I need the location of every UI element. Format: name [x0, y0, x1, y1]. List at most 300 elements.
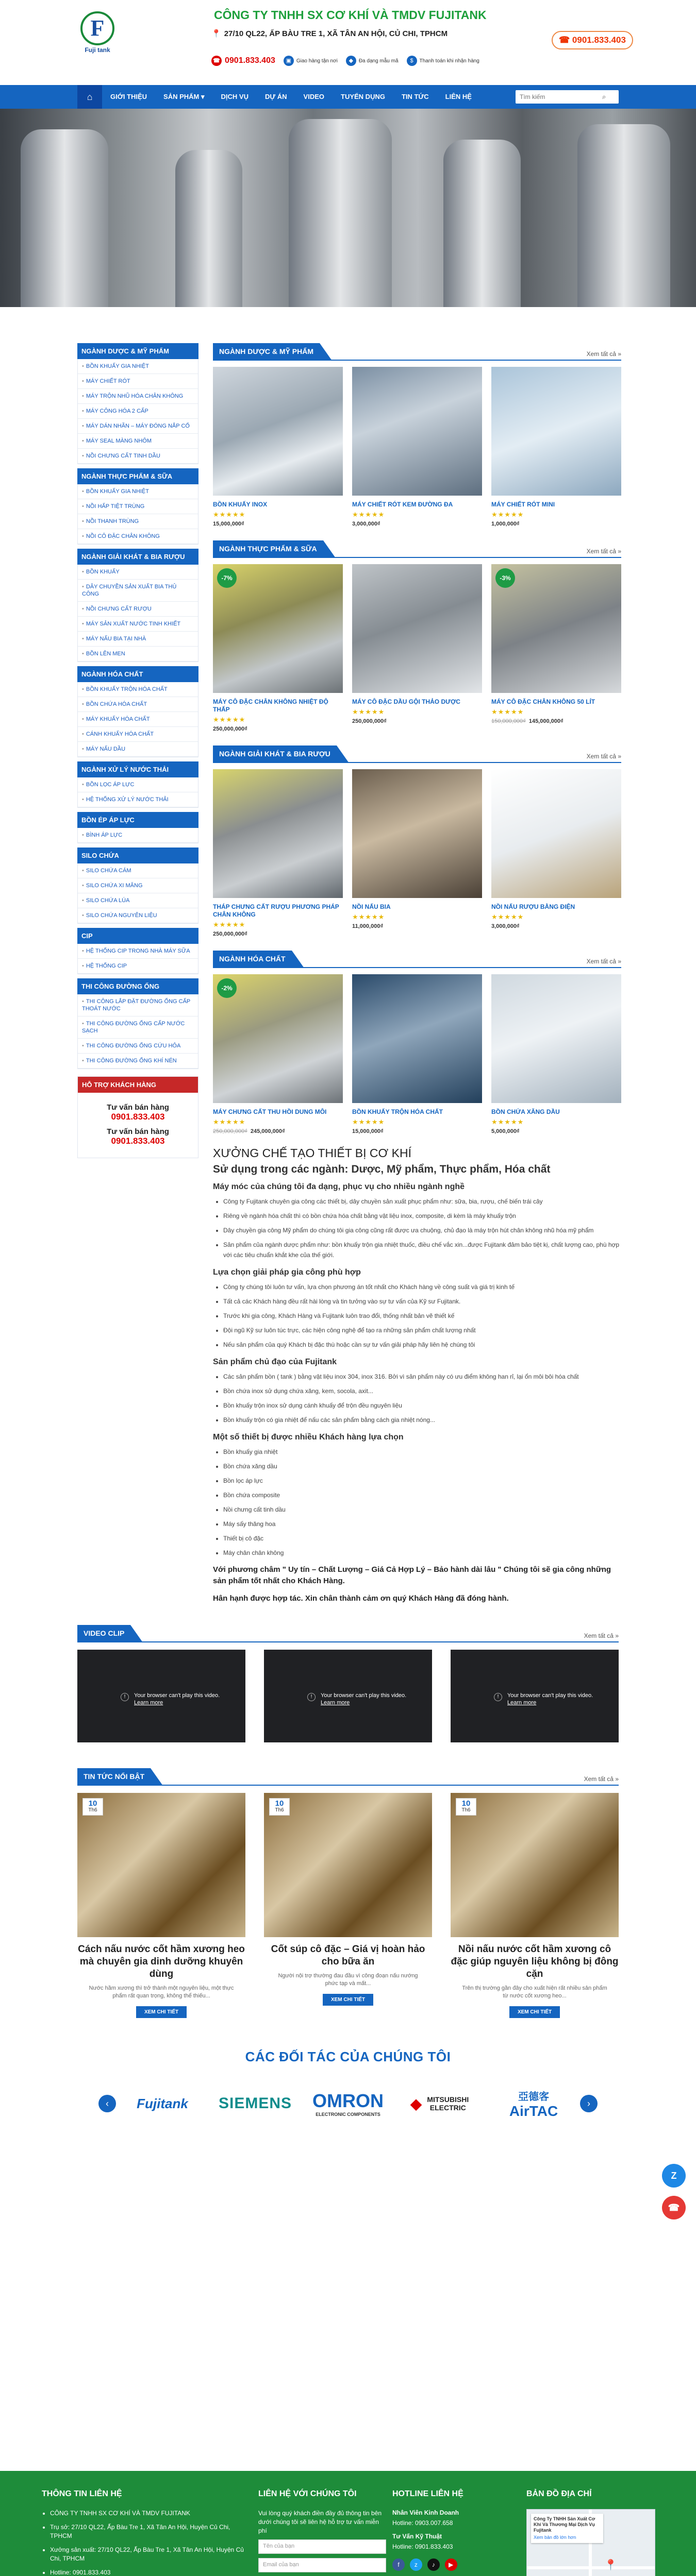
site-footer [0, 2471, 696, 2576]
sidebar-group [77, 848, 198, 924]
sidebar-list [77, 777, 198, 808]
partners-title: CÁC ĐỐI TÁC CỦA CHÚNG TÔI [245, 2049, 451, 2064]
sidebar-item[interactable]: • NỒI HẤP TIỆT TRÙNG [78, 499, 198, 514]
sidebar-list [77, 565, 198, 662]
section-header [213, 745, 621, 763]
video-error-text: Your browser can't play this video. [134, 1692, 220, 1699]
map-pin-icon: 📍 [211, 29, 221, 38]
product-price [213, 1128, 343, 1134]
sidebar-group [77, 343, 198, 464]
current-price: 1,000,000₫ [491, 521, 520, 527]
sidebar-item[interactable]: • NỒI CHƯNG CẤT TINH DẦU [78, 449, 198, 464]
sidebar-item[interactable]: • CÁNH KHUẤY HÓA CHẤT [78, 727, 198, 742]
header-phone-number: 0901.833.403 [225, 56, 275, 65]
banner-tank [175, 150, 242, 307]
sidebar-group [77, 978, 198, 1069]
sidebar-item[interactable]: • MÁY KHUẤY HÓA CHẤT [78, 712, 198, 727]
product-image[interactable] [213, 367, 343, 496]
sidebar-item[interactable]: • MÁY CÔNG HÓA 2 CẤP [78, 404, 198, 419]
logo-mark: F [80, 11, 114, 45]
youtube-icon[interactable]: ▶ [445, 2558, 457, 2571]
news-day: 10 [275, 1799, 284, 1808]
product-name[interactable]: BỒN KHUẤY INOX [213, 501, 268, 508]
read-more-button[interactable]: XEM CHI TIẾT [323, 1994, 373, 2006]
rating-stars-icon: ★★★★★ [491, 708, 524, 716]
section-title[interactable]: NGÀNH HÓA CHẤT [213, 951, 292, 967]
nav-san-pham[interactable]: SẢN PHẨM ▾ [163, 93, 205, 100]
article-list-item: • Công ty Fujitank chuyên gia công các thiết bị, dây chuyền sản xuất phục phẩm như: sữa, bia, rượu, chế biến trái cây [223, 1196, 621, 1207]
hotline-number: 0901.833.403 [572, 35, 626, 45]
news-excerpt: Nước hầm xương thì trở thành một nguyên liệu, một thực phẩm rất quan trọng, không thể thiếu... [89, 1985, 234, 1999]
sidebar-group-title[interactable]: SILO CHỨA [77, 848, 198, 863]
product-image[interactable] [491, 564, 621, 693]
sidebar-list [77, 682, 198, 757]
banner-tank [577, 124, 670, 307]
sidebar-item[interactable]: • SILO CHỨA CÁM [78, 863, 198, 878]
rating-stars-icon: ★★★★★ [352, 708, 385, 716]
article-motto: Với phương châm " Uy tín – Chất Lượng – Giá Cả Hợp Lý – Bảo hành dài lâu " Chúng tôi sẽ gia công những sản phẩm tốt nhất cho Khách Hàng. [213, 1565, 611, 1585]
footer-contact-form [255, 2489, 389, 2576]
site-logo[interactable] [77, 11, 118, 58]
product-grid [213, 974, 621, 1134]
footer-info-item: • Hotline: 0901.833.403 [50, 2568, 252, 2576]
sidebar-group-title[interactable]: NGÀNH HÓA CHẤT [77, 666, 198, 682]
article-list-item: • Nếu sản phẩm của quý Khách bị đặc thù hoặc cần sự tư vấn giải pháp hãy liên hệ chúng tôi [223, 1340, 621, 1350]
sidebar-group [77, 549, 198, 662]
sidebar-item[interactable]: • MÁY DÁN NHÃN – MÁY ĐÓNG NẮP CỔ [78, 419, 198, 434]
zalo-float-button[interactable]: Z [662, 2164, 686, 2188]
carousel-next-icon[interactable]: › [580, 2095, 598, 2112]
sidebar-list [77, 828, 198, 843]
article-list-item: • Bồn chứa xăng dầu [223, 1461, 621, 1471]
product-image[interactable] [213, 564, 343, 693]
article-list-item: • Bồn lọc áp lực [223, 1476, 621, 1486]
news-title[interactable]: Cốt súp cô đặc – Giá vị hoàn hảo cho bữa ăn [271, 1944, 425, 1967]
partner-logo-mitsubishi[interactable] [394, 2086, 487, 2122]
article-list-item: • Tất cả các Khách hàng đều rất hài lòng và tin tưởng vào sự tư vấn của Kỹ sư Fujitank. [223, 1296, 621, 1307]
phone-icon: ☎ [211, 56, 222, 66]
partner-logo-airtac[interactable] [487, 2086, 580, 2122]
view-all-link[interactable]: Xem tất cả » [586, 350, 621, 358]
news-title: TIN TỨC NỔI BẬT [77, 1768, 151, 1785]
sidebar-item[interactable]: • MÁY CHIẾT RÓT [78, 374, 198, 389]
phone-icon: ☎ [559, 35, 572, 45]
info-icon: ! [307, 1693, 316, 1701]
rating-stars-icon: ★★★★★ [352, 913, 385, 921]
banner-tank [289, 119, 392, 307]
product-name[interactable]: NỒI NẤU BIA [352, 903, 391, 910]
badge-delivery-text: Giao hàng tận nơi [296, 58, 338, 64]
rating-stars-icon: ★★★★★ [213, 716, 246, 723]
partner-name: Fujitank [137, 2095, 188, 2111]
banner-tank [21, 129, 108, 307]
sale-badge: -3% [495, 568, 515, 588]
current-price: 5,000,000₫ [491, 1128, 520, 1134]
intro-article [213, 1148, 621, 1604]
sidebar-group-title[interactable]: BỒN ÉP ÁP LỰC [77, 812, 198, 828]
footer-hotline [389, 2489, 523, 2576]
sidebar-item[interactable]: • BỒN CHỨA HÓA CHẤT [78, 697, 198, 712]
article-heading: Máy móc của chúng tôi đa dạng, phục vụ cho nhiều ngành nghề [213, 1182, 465, 1191]
partner-logo-omron[interactable] [302, 2086, 394, 2122]
video-player[interactable] [77, 1650, 245, 1742]
product-card[interactable] [352, 564, 482, 732]
product-card[interactable] [491, 769, 621, 937]
section-header [213, 343, 621, 361]
news-month: Th6 [275, 1807, 284, 1813]
logo-text: Fuji tank [85, 46, 110, 54]
partner-subtext: ELECTRONIC COMPONENTS [316, 2112, 380, 2117]
mitsubishi-diamond-icon: ◆ [410, 2095, 422, 2112]
sidebar-item[interactable]: • SILO CHỨA LÚA [78, 893, 198, 908]
old-price: 250,000,000₫ [213, 1128, 247, 1134]
footer-info-item: • Xưởng sản xuất: 27/10 QL22, Ấp Bàu Tre 1, Xã Tân An Hội, Huyện Củ Chi, TPHCM [50, 2546, 252, 2563]
sale-badge: -2% [217, 978, 237, 998]
product-card[interactable] [352, 974, 482, 1134]
footer-info-item: • CÔNG TY TNHH SX CƠ KHÍ VÀ TMDV FUJITANK [50, 2509, 252, 2518]
sidebar-item[interactable]: • MÁY SEAL MÀNG NHÔM [78, 434, 198, 449]
product-price [491, 1128, 621, 1134]
sidebar-item[interactable]: • BỒN KHUẤY GIA NHIỆT [78, 484, 198, 499]
nav-tuyen-dung[interactable]: TUYỂN DỤNG [341, 93, 385, 100]
carousel-prev-icon[interactable]: ‹ [98, 2095, 116, 2112]
sale-badge: -7% [217, 568, 237, 588]
sidebar-item[interactable]: • BỒN KHUẤY GIA NHIỆT [78, 359, 198, 374]
hero-banner [0, 109, 696, 307]
nav-gioi-thieu[interactable]: GIỚI THIỆU [110, 93, 147, 100]
partners-section [77, 2018, 619, 2122]
sidebar-item[interactable]: • SILO CHỨA XI MĂNG [78, 878, 198, 893]
product-card[interactable] [213, 974, 343, 1134]
current-price: 15,000,000₫ [213, 521, 244, 527]
current-price: 11,000,000₫ [352, 923, 384, 929]
map-info-card [531, 2514, 603, 2543]
video-player[interactable] [264, 1650, 432, 1742]
footer-heading: THÔNG TIN LIÊN HỆ [42, 2489, 122, 2498]
article-title: XƯỞNG CHẾ TẠO THIẾT BỊ CƠ KHÍ [213, 1146, 411, 1160]
sidebar-item[interactable]: • THI CÔNG ĐƯỜNG ỐNG KHÍ NÉN [78, 1054, 198, 1069]
support-number[interactable]: 0901.833.403 [111, 1112, 165, 1122]
sidebar-item[interactable]: • BÌNH ÁP LỰC [78, 828, 198, 843]
article-list-item: • Bồn chứa composite [223, 1490, 621, 1500]
news-title[interactable]: Nồi nấu nước cốt hầm xương cô đặc giúp nguyên liệu không bị đông cặn [451, 1944, 619, 1979]
product-name[interactable]: MÁY CHIẾT RÓT MINI [491, 501, 555, 508]
product-card[interactable] [213, 367, 343, 527]
news-month: Th6 [461, 1807, 471, 1813]
learn-more-link[interactable]: Learn more [134, 1700, 163, 1706]
current-price: 15,000,000₫ [352, 1128, 384, 1134]
tiktok-icon[interactable]: ♪ [427, 2558, 440, 2571]
site-header [0, 0, 696, 85]
product-name[interactable]: MÁY CÔ ĐẶC CHÂN KHÔNG NHIỆT ĐỘ THẤP [213, 698, 328, 713]
main-nav [0, 85, 696, 109]
product-name[interactable]: BỒN CHỨA XĂNG DẦU [491, 1108, 560, 1115]
sidebar-item[interactable]: • HỆ THỐNG CIP [78, 959, 198, 974]
form-intro: Vui lòng quý khách điền đầy đủ thông tin bên dưới chúng tôi sẽ liên hệ hỗ trợ tư vấn miễn phí [258, 2510, 382, 2534]
article-list-item: • Máy sấy thăng hoa [223, 1519, 621, 1529]
product-image[interactable] [352, 564, 482, 693]
product-price [213, 521, 343, 527]
product-price [352, 521, 482, 527]
learn-more-link[interactable]: Learn more [321, 1700, 350, 1706]
article-list-item: • Dây chuyền gia công Mỹ phẩm do chúng tôi gia công cũng rất được ưa chuộng, chủ đạo là máy trộn hút chân không nhũ hóa mỹ phẩm [223, 1225, 621, 1235]
support-title: HỖ TRỢ KHÁCH HÀNG [78, 1077, 198, 1093]
article-heading: Lựa chọn giải pháp gia công phù hợp [213, 1268, 361, 1277]
news-card[interactable] [264, 1793, 432, 2018]
product-image[interactable] [491, 974, 621, 1103]
product-image[interactable] [213, 974, 343, 1103]
nav-lien-he[interactable]: LIÊN HỆ [445, 93, 472, 100]
article-list-item: • Nồi chưng cất tinh dầu [223, 1504, 621, 1515]
badge-payment-text: Thanh toán khi nhận hàng [419, 58, 479, 64]
facebook-icon[interactable]: f [392, 2558, 405, 2571]
sidebar-list [77, 994, 198, 1069]
sidebar-group-title[interactable]: NGÀNH XỬ LÝ NƯỚC THẢI [77, 761, 198, 777]
article-list [223, 1447, 621, 1558]
video-more-link[interactable]: Xem tất cả » [584, 1632, 619, 1639]
video-header [77, 1625, 619, 1642]
email-field[interactable]: Email của bạn [258, 2558, 386, 2572]
nav-tin-tuc[interactable]: TIN TỨC [401, 93, 429, 100]
address-text: 27/10 QL22, ẤP BÀU TRE 1, XÃ TÂN AN HỘI, CỦ CHI, TPHCM [224, 29, 448, 38]
hotline-group: Nhân Viên Kinh Doanh [392, 2509, 459, 2516]
sidebar-item[interactable]: • BỒN KHUẤY TRỘN HÓA CHẤT [78, 682, 198, 697]
rating-stars-icon: ★★★★★ [213, 511, 246, 518]
news-month: Th6 [88, 1807, 97, 1813]
truck-icon: ▣ [284, 56, 294, 66]
product-section [213, 745, 621, 937]
section-title[interactable]: NGÀNH THỰC PHẨM & SỮA [213, 540, 323, 557]
sidebar-item[interactable]: • BỒN LÊN MEN [78, 647, 198, 662]
article-list [223, 1196, 621, 1260]
hotline-line[interactable]: Hotline: 0901.833.403 [392, 2543, 453, 2550]
sidebar-group [77, 468, 198, 545]
article-list-item: • Bồn khuấy trộn có gia nhiệt để nấu các sản phẩm bằng cách gia nhiệt nóng... [223, 1415, 621, 1425]
video-title: VIDEO CLIP [77, 1625, 130, 1641]
product-image[interactable] [213, 769, 343, 898]
footer-heading: LIÊN HỆ VỚI CHÚNG TÔI [258, 2489, 357, 2498]
home-icon[interactable]: ⌂ [77, 85, 102, 109]
nav-du-an[interactable]: DỰ ÁN [264, 93, 287, 100]
section-title[interactable]: NGÀNH DƯỢC & MỸ PHẨM [213, 343, 320, 360]
news-day: 10 [88, 1799, 97, 1808]
map-link[interactable]: Xem bản đồ lớn hơn [534, 2535, 576, 2540]
footer-contact-info [39, 2489, 255, 2576]
company-address [211, 29, 448, 38]
view-all-link[interactable]: Xem tất cả » [586, 753, 621, 760]
product-image[interactable] [352, 974, 482, 1103]
current-price: 3,000,000₫ [352, 521, 380, 527]
news-header [77, 1768, 619, 1786]
sidebar-item[interactable]: • NỒI CHƯNG CẤT RƯỢU [78, 602, 198, 617]
product-section [213, 951, 621, 1134]
hotline-button[interactable] [552, 31, 633, 49]
partner-name: SIEMENS [218, 2095, 292, 2112]
article-list [223, 1282, 621, 1350]
sidebar-group-title[interactable]: NGÀNH DƯỢC & MỸ PHẨM [77, 343, 198, 359]
learn-more-link[interactable]: Learn more [507, 1700, 537, 1706]
video-player[interactable] [451, 1650, 619, 1742]
news-excerpt: Trên thị trường gần đây cho xuất hiện rất nhiều sản phẩm từ nước cốt xương heo... [462, 1985, 607, 1999]
sidebar-list [77, 359, 198, 464]
product-price [352, 1128, 482, 1134]
sidebar-list [77, 944, 198, 974]
news-image[interactable] [264, 1793, 432, 1937]
product-price [491, 521, 621, 527]
sidebar-item[interactable]: • MÁY TRỘN NHŨ HÓA CHÂN KHÔNG [78, 389, 198, 404]
article-list-item: • Công ty chúng tôi luôn tư vấn, lựa chọn phương án tốt nhất cho Khách hàng về công suất và giá trị kinh tế [223, 1282, 621, 1292]
product-name[interactable]: MÁY CHIẾT RÓT KEM ĐƯỜNG ĐA [352, 501, 453, 508]
product-name[interactable]: MÁY CÔ ĐẶC DẦU GỘI THẢO DƯỢC [352, 698, 460, 705]
product-price [213, 931, 343, 937]
wallet-icon: $ [407, 56, 417, 66]
sidebar-item[interactable]: • THI CÔNG LẮP ĐẶT ĐƯỜNG ỐNG CẤP THOÁT NƯỚC [78, 994, 198, 1016]
read-more-button[interactable]: XEM CHI TIẾT [136, 2006, 187, 2018]
sidebar-item[interactable]: • HỆ THỐNG CIP TRONG NHÀ MÁY SỮA [78, 944, 198, 959]
news-image[interactable] [77, 1793, 245, 1937]
article-list-item: • Bồn khuấy trộn inox sử dụng cánh khuấy để trộn đều nguyên liệu [223, 1400, 621, 1411]
news-card[interactable] [451, 1793, 619, 2018]
sidebar-item[interactable]: • THI CÔNG ĐƯỜNG ỐNG CẤP NƯỚC SẠCH [78, 1016, 198, 1039]
hotline-group: Tư Vấn Kỹ Thuật [392, 2533, 442, 2540]
partner-logo-fujitank[interactable] [116, 2086, 209, 2122]
partners-carousel [77, 2086, 619, 2122]
article-list-item: • Máy chân chân không [223, 1548, 621, 1558]
sidebar-group [77, 666, 198, 757]
article-list-item: • Bồn khuấy gia nhiệt [223, 1447, 621, 1457]
article-list-item: • Trước khi gia công, Khách Hàng và Fujitank luôn trao đổi, thống nhất bản vẽ thiết kế [223, 1311, 621, 1321]
header-phone[interactable] [211, 56, 275, 66]
company-name: CÔNG TY TNHH SX CƠ KHÍ VÀ TMDV FUJITANK [214, 8, 487, 22]
news-title[interactable]: Cách nấu nước cốt hầm xương heo mà chuyên gia dinh dưỡng khuyên dùng [78, 1944, 245, 1979]
sidebar-item[interactable]: • NỒI CÔ ĐẶC CHÂN KHÔNG [78, 529, 198, 544]
sidebar-item[interactable]: • DÂY CHUYỀN SẢN XUẤT BIA THỦ CÔNG [78, 580, 198, 602]
sidebar-item[interactable]: • MÁY NẤU DẦU [78, 742, 198, 757]
product-name[interactable]: MÁY CHƯNG CẤT THU HỒI DUNG MÔI [213, 1108, 327, 1115]
footer-heading: HOTLINE LIÊN HỆ [392, 2489, 463, 2498]
map-marker-icon: 📍 [604, 2560, 617, 2571]
sidebar-group-title[interactable]: THI CÔNG ĐƯỜNG ỐNG [77, 978, 198, 994]
search-input[interactable] [520, 93, 602, 100]
product-card[interactable] [491, 367, 621, 527]
sidebar-item[interactable]: • THI CÔNG ĐƯỜNG ỐNG CỨU HỎA [78, 1039, 198, 1054]
badge-variety-text: Đa dạng mẫu mã [358, 58, 399, 64]
name-field[interactable]: Tên của bạn [258, 2539, 386, 2554]
partner-logo-siemens[interactable] [209, 2086, 302, 2122]
rating-stars-icon: ★★★★★ [352, 511, 385, 518]
badge-delivery [284, 56, 338, 66]
support-number[interactable]: 0901.833.403 [111, 1136, 165, 1146]
product-card[interactable] [213, 564, 343, 732]
sidebar-group-title[interactable]: CIP [77, 928, 198, 944]
product-image[interactable] [352, 367, 482, 496]
sidebar-group-title[interactable]: NGÀNH GIẢI KHÁT & BIA RƯỢU [77, 549, 198, 565]
product-image[interactable] [352, 769, 482, 898]
sidebar-item[interactable]: • BỒN KHUẤY [78, 565, 198, 580]
current-price: 250,000,000₫ [213, 931, 247, 937]
partner-subtext: 亞德客 [518, 2091, 549, 2103]
call-float-icon[interactable]: ☎ [662, 2196, 686, 2219]
article-list-item: • Riêng về ngành hóa chất thì có bồn chứa hóa chất bằng vật liệu inox, composite, di kèm là máy khuấy trộn [223, 1211, 621, 1221]
product-name[interactable]: MÁY CÔ ĐẶC CHÂN KHÔNG 50 LÍT [491, 698, 595, 705]
news-more-link[interactable]: Xem tất cả » [584, 1775, 619, 1783]
section-title[interactable]: NGÀNH GIẢI KHÁT & BIA RƯỢU [213, 745, 337, 762]
news-date [456, 1798, 476, 1816]
news-date [82, 1798, 103, 1816]
sidebar-group [77, 812, 198, 843]
news-image[interactable] [451, 1793, 619, 1937]
news-section [77, 1768, 619, 2018]
sidebar-item[interactable]: • HỆ THỐNG XỬ LÝ NƯỚC THẢI [78, 792, 198, 807]
video-error-text: Your browser can't play this video. [321, 1692, 407, 1699]
map-card-title: Công Ty TNHH Sản Xuất Cơ Khí Và Thương Mại Dịch Vụ Fujitank [534, 2516, 595, 2533]
sidebar-item[interactable]: • SILO CHỨA NGUYÊN LIỆU [78, 908, 198, 923]
sidebar-group [77, 761, 198, 808]
support-label: Tư vấn bán hàng [107, 1103, 169, 1112]
news-excerpt: Người nội trợ thường đau đầu vì công đoạn nấu nướng phức tạp và mất... [278, 1973, 418, 1987]
current-price: 145,000,000₫ [528, 718, 564, 724]
product-card[interactable] [491, 974, 621, 1134]
sidebar-group-title[interactable]: NGÀNH THỰC PHẨM & SỮA [77, 468, 198, 484]
sidebar-list [77, 863, 198, 924]
product-name[interactable]: THÁP CHƯNG CẤT RƯỢU PHƯƠNG PHÁP CHÂN KHÔNG [213, 903, 339, 918]
sidebar-list [77, 484, 198, 545]
video-section [77, 1625, 619, 1742]
product-card[interactable] [491, 564, 621, 732]
product-name[interactable]: NỒI NẤU RƯỢU BẰNG ĐIỆN [491, 903, 575, 910]
partner-name: AirTAC [509, 2103, 558, 2119]
product-name[interactable]: BỒN KHUẤY TRỘN HÓA CHẤT [352, 1108, 443, 1115]
sidebar-item[interactable]: • BỒN LỌC ÁP LỰC [78, 777, 198, 792]
current-price: 245,000,000₫ [250, 1128, 285, 1134]
google-map[interactable] [526, 2509, 655, 2576]
product-image[interactable] [491, 769, 621, 898]
search-icon[interactable]: ⌕ [602, 93, 606, 100]
article-list-item: • Thiết bị cô đặc [223, 1533, 621, 1544]
zalo-icon[interactable]: z [410, 2558, 422, 2571]
hotline-line[interactable]: Hotline: 0903.007.658 [392, 2519, 453, 2527]
nav-dich-vu[interactable]: DỊCH VỤ [221, 93, 248, 100]
rating-stars-icon: ★★★★★ [213, 921, 246, 928]
view-all-link[interactable]: Xem tất cả » [586, 958, 621, 965]
info-icon: ! [494, 1693, 502, 1701]
box-icon: ◆ [346, 56, 356, 66]
view-all-link[interactable]: Xem tất cả » [586, 548, 621, 555]
article-thanks: Hân hạnh được hợp tác. Xin chân thành cảm ơn quý Khách Hàng đã đóng hành. [213, 1594, 509, 1603]
product-section [213, 540, 621, 732]
read-more-button[interactable]: XEM CHI TIẾT [509, 2006, 560, 2018]
product-card[interactable] [352, 769, 482, 937]
sidebar-item[interactable]: • NỒI THANH TRÙNG [78, 514, 198, 529]
current-price: 250,000,000₫ [213, 726, 247, 732]
product-price [352, 718, 482, 724]
article-heading: Sản phẩm chủ đạo của Fujitank [213, 1358, 337, 1366]
footer-map [523, 2489, 657, 2576]
support-box [77, 1076, 198, 1158]
product-image[interactable] [491, 367, 621, 496]
news-card[interactable] [77, 1793, 245, 2018]
product-card[interactable] [352, 367, 482, 527]
news-date [269, 1798, 290, 1816]
badge-variety [346, 56, 399, 66]
product-card[interactable] [213, 769, 343, 937]
product-grid [213, 367, 621, 527]
rating-stars-icon: ★★★★★ [352, 1118, 385, 1126]
support-body [78, 1093, 198, 1158]
sidebar-item[interactable]: • MÁY NẤU BIA TẠI NHÀ [78, 632, 198, 647]
sidebar-item[interactable]: • MÁY SẢN XUẤT NƯỚC TINH KHIẾT [78, 617, 198, 632]
nav-video[interactable]: VIDEO [303, 93, 325, 100]
